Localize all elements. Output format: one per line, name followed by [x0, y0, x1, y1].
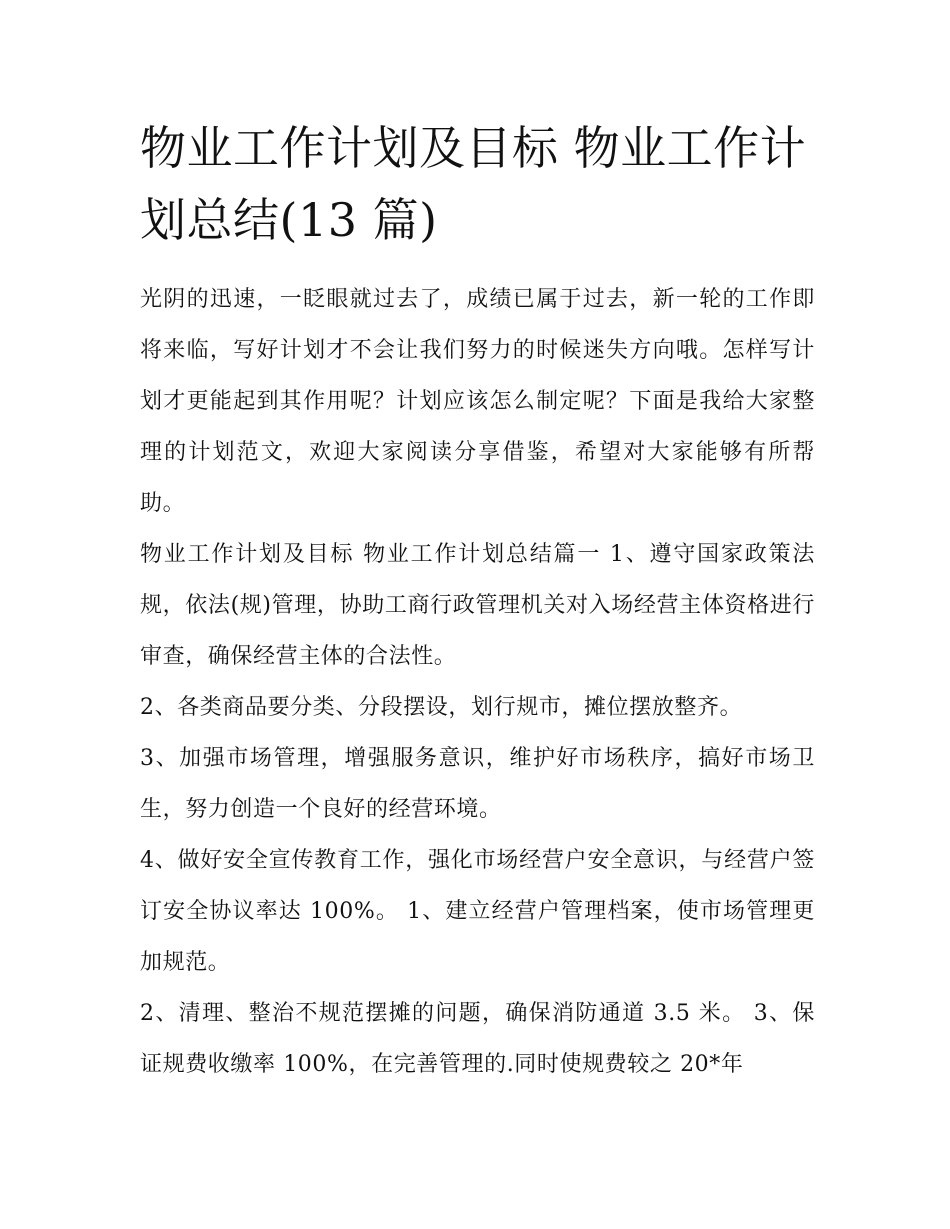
paragraph-item-2: 2、各类商品要分类、分段摆设，划行规市，摊位摆放整齐。: [140, 695, 743, 720]
paragraph-intro: 光阴的迅速，一眨眼就过去了，成绩已属于过去，新一轮的工作即将来临，写好计划才不会让我们努力的时候迷失方向哦。怎样写计划才更能起到其作用呢？计划应该怎么制定呢？下面是我给大家整理的计划范文，欢迎大家阅读分享借鉴，希望对大家能够有所帮助。: [140, 287, 815, 516]
document-page: [140, 112, 815, 1090]
paragraph-item-3: 3、加强市场管理，增强服务意识，维护好市场秩序，搞好市场卫生，努力创造一个良好的经营环境。: [140, 746, 815, 822]
document-title: 物业工作计划及目标 物业工作计划总结(13 篇): [140, 121, 807, 247]
paragraph-section-1: 物业工作计划及目标 物业工作计划总结篇一 1、遵守国家政策法规，依法(规)管理，协助工商行政管理机关对入场经营主体资格进行审查，确保经营主体的合法性。: [140, 542, 815, 669]
document-body: [140, 274, 815, 1090]
paragraph-item-4: 4、做好安全宣传教育工作，强化市场经营户安全意识，与经营户签订安全协议率达 100%。 1、建立经营户管理档案，使市场管理更加规范。: [140, 848, 815, 975]
paragraph-item-5: 2、清理、整治不规范摆摊的问题，确保消防通道 3.5 米。 3、保证规费收缴率 100%，在完善管理的.同时使规费较之 20*年: [140, 1001, 815, 1077]
